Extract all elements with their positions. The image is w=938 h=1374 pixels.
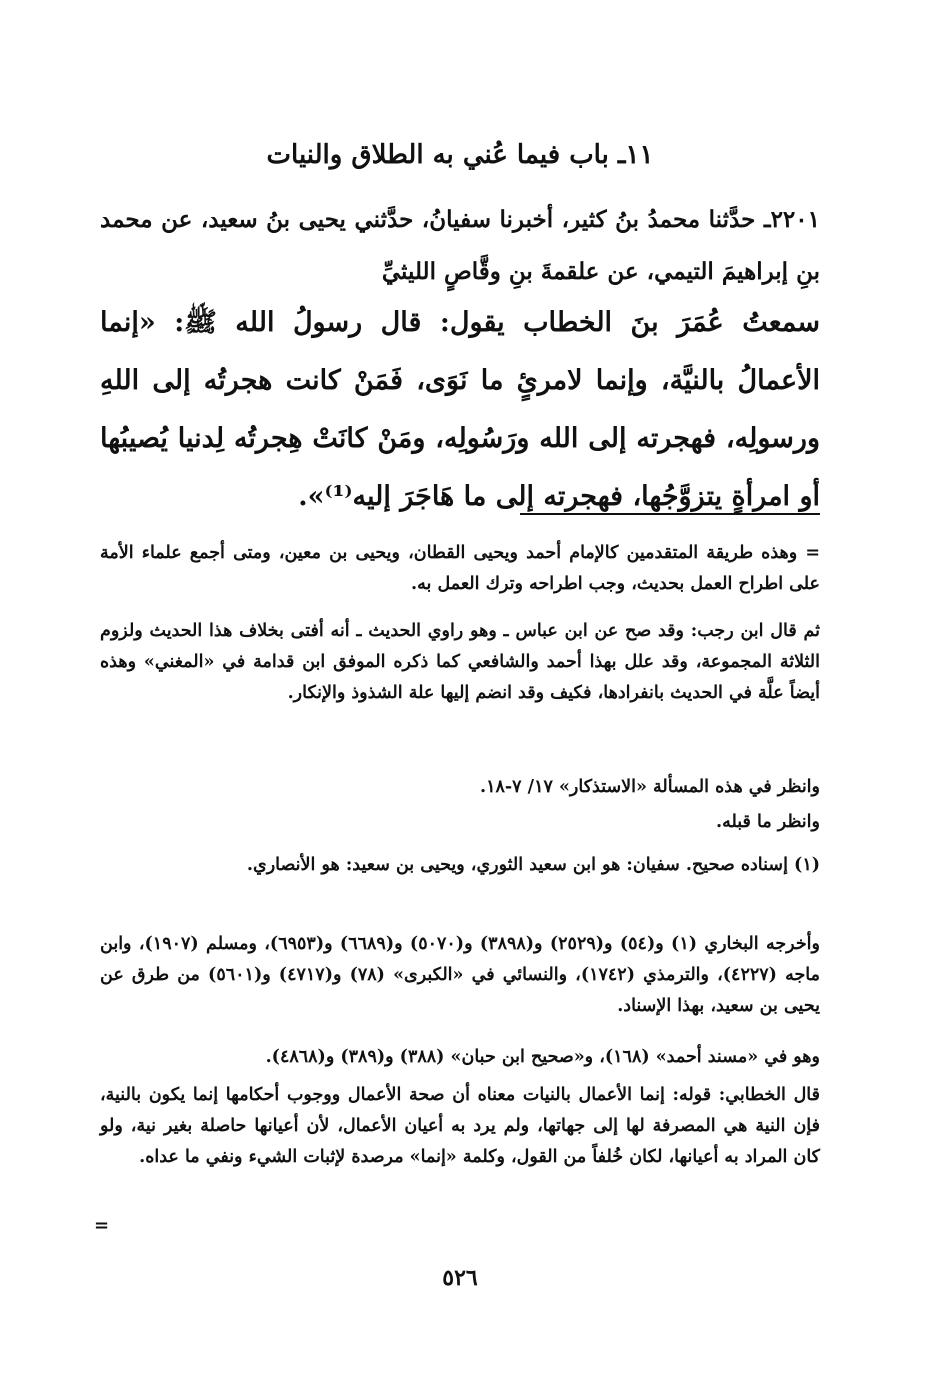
footnote-1: (١) إسناده صحيح. سفيان: هو ابن سعيد الثوري، ويحيى بن سعيد: هو الأنصاري. xyxy=(246,855,820,875)
footnote-paragraph: وأخرجه البخاري (١) و(٥٤) و(٢٥٢٩) و(٣٨٩٨) و(٥٠٧٠) و(٦٦٨٩) و(٦٩٥٣)، ومسلم (١٩٠٧)، وابن ماجه (٤٢٢٧)، والترمذي (١٧٤٢)، والنسائي في «الكبرى» (٧٨) و(٤٧١٧) و(٥٦٠١) من طرق عن يحيى بن سعيد، بهذا الإسناد. xyxy=(100,934,820,1016)
footnote-paragraph: ثم قال ابن رجب: وقد صح عن ابن عباس ـ وهو راوي الحديث ـ أنه أفتى بخلاف هذا الحديث ولزوم الثلاثة المجموعة، وقد علل بهذا أحمد والشافعي كما ذكره الموفق ابن قدامة في «المغني» وهذه أيضاً علَّة في الحديث بانفرادها، فكيف وقد انضم إليها علة الشذوذ والإنكار. xyxy=(100,621,820,703)
footnote-separator xyxy=(520,513,820,515)
footnote-paragraph: وهو في «مسند أحمد» (١٦٨)، و«صحيح ابن حبان» (٣٨٨) و(٣٨٩) و(٤٨٦٨). xyxy=(265,1047,820,1067)
hadith-isnad: ٢٢٠١ـ حدَّثنا محمدُ بنُ كثير، أخبرنا سفيانُ، حدَّثني يحيى بنُ سعيد، عن محمد بنِ إبراهيمَ التيمي، عن علقمةَ بنِ وقَّاصٍ الليثيِّ xyxy=(100,206,820,285)
hadith-matn: سمعتُ عُمَرَ بنَ الخطاب يقول: قال رسولُ الله ﷺ: «إنما الأعمالُ بالنيَّة، وإنما لامرئٍ ما نَوَى، فَمَنْ كانت هجرتُه إلى اللهِ ورسولِه، فهجرته إلى الله ورَسُولِه، ومَنْ كانَتْ هِجرتُه لِدنيا يُصيبُها أو امرأةٍ يتزوَّجُها، فهجرته إلى ما هَاجَرَ إليه⁽¹⁾». xyxy=(100,307,820,512)
chapter-title: ١١ـ باب فيما عُني به الطلاق والنيات xyxy=(266,140,654,170)
footnote-paragraph: وانظر ما قبله. xyxy=(715,812,820,832)
footnote-paragraph: قال الخطابي: قوله: إنما الأعمال بالنيات معناه أن صحة الأعمال ووجوب أحكامها إنما يكون بالنية، فإن النية هي المصرفة لها إلى جهاتها، ولم يرد به أعيان الأعمال، لأن أعيانها حاصلة بغير نية، ولو كان المراد به أعيانها، لكان خُلفاً من القول، وكلمة «إنما» مرصدة لإثبات الشيء ونفي ما عداه. xyxy=(100,1085,820,1167)
page-number: ٥٢٦ xyxy=(442,1265,478,1291)
footnote-paragraph: وانظر في هذه المسألة «الاستذكار» ١٧/ ٧-١٨. xyxy=(480,777,820,797)
continuation-mark: = xyxy=(94,1215,110,1236)
footnote-paragraph: = وهذه طريقة المتقدمين كالإمام أحمد ويحيى القطان، ويحيى بن معين، ومتى أجمع علماء الأمة على اطراح العمل بحديث، وجب اطراحه وترك العمل به. xyxy=(100,543,820,594)
